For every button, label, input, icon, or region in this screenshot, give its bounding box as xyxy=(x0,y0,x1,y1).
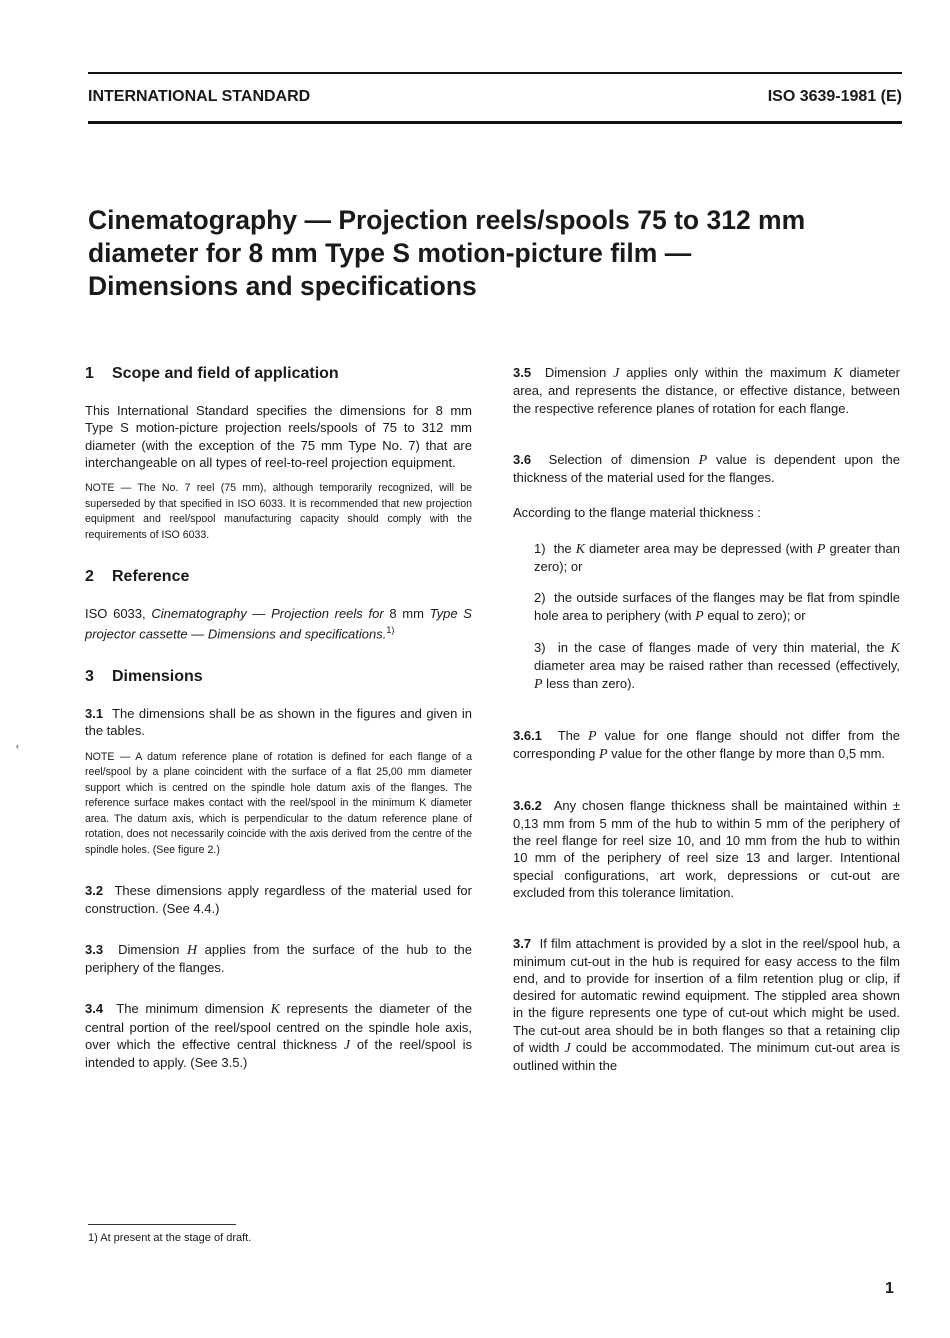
clause-3-2: 3.2 These dimensions apply regardless of the material used for construction. (See 4.4.) xyxy=(85,883,472,916)
list-item: 3) in the case of flanges made of very thin material, the K diameter area may be raised rather than recessed (effectively, P less than zero). xyxy=(534,639,900,692)
title-line: diameter for 8 mm Type S motion-picture film — xyxy=(88,238,692,268)
footnote: 1) At present at the stage of draft. xyxy=(88,1232,252,1244)
reference-paragraph: ISO 6033, Cinematography — Projection reels for 8 mm Type S projector cassette — Dimensions and specifications.$^{1)}$ xyxy=(85,606,472,642)
clause-3-3: 3.3 Dimension H applies from the surface of the hub to the periphery of the flanges. xyxy=(85,941,472,976)
clause-3-6-1: 3.6.1 The P value for one flange should not differ from the corresponding P value for the other flange by more than 0,5 mm. xyxy=(513,727,901,763)
list-item: 1) the K diameter area may be depressed (with P greater than zero); or xyxy=(534,540,900,575)
header-document-number: ISO 3639-1981 (E) xyxy=(767,88,902,105)
page-header xyxy=(88,86,902,110)
clause-3-5: 3.5 Dimension J applies only within the maximum K diameter area, and represents the distance, or effective distance, between the respective reference planes of rotation for each flange. xyxy=(513,365,900,416)
margin-mark: ‹ xyxy=(16,741,19,751)
section-heading-scope: 1 Scope and field of application xyxy=(85,365,339,382)
clause-3-1-note: NOTE — A datum reference plane of rotation is defined for each flange of a reel/spool by a plane coincident with the surface of a flat 25,00 mm diameter support which is centred on the spindle hole datum axis of the flanges. The reference surface makes contact with the reel/spool in the minimum K diameter area. The datum axis, which is perpendicular to the datum reference plane of rotation, does not necessarily coincide with the axis derived from the centre of the spindle holes. (See figure 2.) xyxy=(85,750,472,856)
clause-3-6: 3.6 Selection of dimension P value is dependent upon the thickness of the material used for the flanges. xyxy=(513,451,900,486)
header-standard-label: INTERNATIONAL STANDARD xyxy=(88,88,311,105)
header-bottom-rule xyxy=(88,121,902,124)
clause-3-4: 3.4 The minimum dimension K represents the diameter of the central portion of the reel/spool centred on the spindle hole axis, over which the effective central thickness J of the reel/spool is intended to apply. (See 3.5.) xyxy=(85,1001,473,1071)
right-column xyxy=(513,364,900,1075)
section-heading-reference: 2 Reference xyxy=(85,568,190,586)
clause-3-6-2: 3.6.2 Any chosen flange thickness shall be maintained within ± 0,13 mm from 5 mm of the hub to within 5 mm of the periphery of the reel flange for reel size 10, and 10 mm from the hub to within 10 mm of the periphery of reel size 13 and larger. Intentional special configurations, art work, depressions or cut-out are excluded from this tolerance limitation. xyxy=(513,798,900,900)
page-number: 1 xyxy=(885,1280,894,1297)
left-column xyxy=(85,364,472,1072)
scope-paragraph: This International Standard specifies the dimensions for 8 mm Type S motion-picture projection reels/spools of 75 to 312 mm diameter (with the exception of the 75 mm Type No. 7) that are interchangeable on all types of reel-to-reel projection equipment. xyxy=(85,403,472,470)
list-item: 2) the outside surfaces of the flanges may be flat from spindle hole area to periphery (with P equal to zero); or xyxy=(534,590,900,624)
header-top-rule xyxy=(88,72,902,74)
title-line: Cinematography — Projection reels/spools 75 to 312 mm xyxy=(88,205,806,235)
document-title xyxy=(88,204,902,303)
footnote-rule xyxy=(88,1224,236,1225)
flange-thickness-intro: According to the flange material thickness : xyxy=(513,505,761,521)
clause-3-1: 3.1 The dimensions shall be as shown in the figures and given in the tables. xyxy=(85,706,472,739)
clause-3-7: 3.7 If film attachment is provided by a slot in the reel/spool hub, a minimum cut-out in the hub is required for easy access to the film end, and to provide for insertion of a film retention plug or clip, if desired for automatic rewind equipment. The stippled area shown in the figure represents one type of cut-out which might be used. The cut-out area should be in both flanges so that a retaining clip of width J could be accommodated. The minimum cut-out area is outlined within the xyxy=(513,936,900,1074)
scope-note: NOTE — The No. 7 reel (75 mm), although temporarily recognized, will be superseded by that specified in ISO 6033. It is recommended that new projection equipment and reel/spool manufacturing capacity should comply with the requirements of ISO 6033. xyxy=(85,482,472,541)
title-line: Dimensions and specifications xyxy=(88,271,477,301)
section-heading-dimensions: 3 Dimensions xyxy=(85,668,203,686)
